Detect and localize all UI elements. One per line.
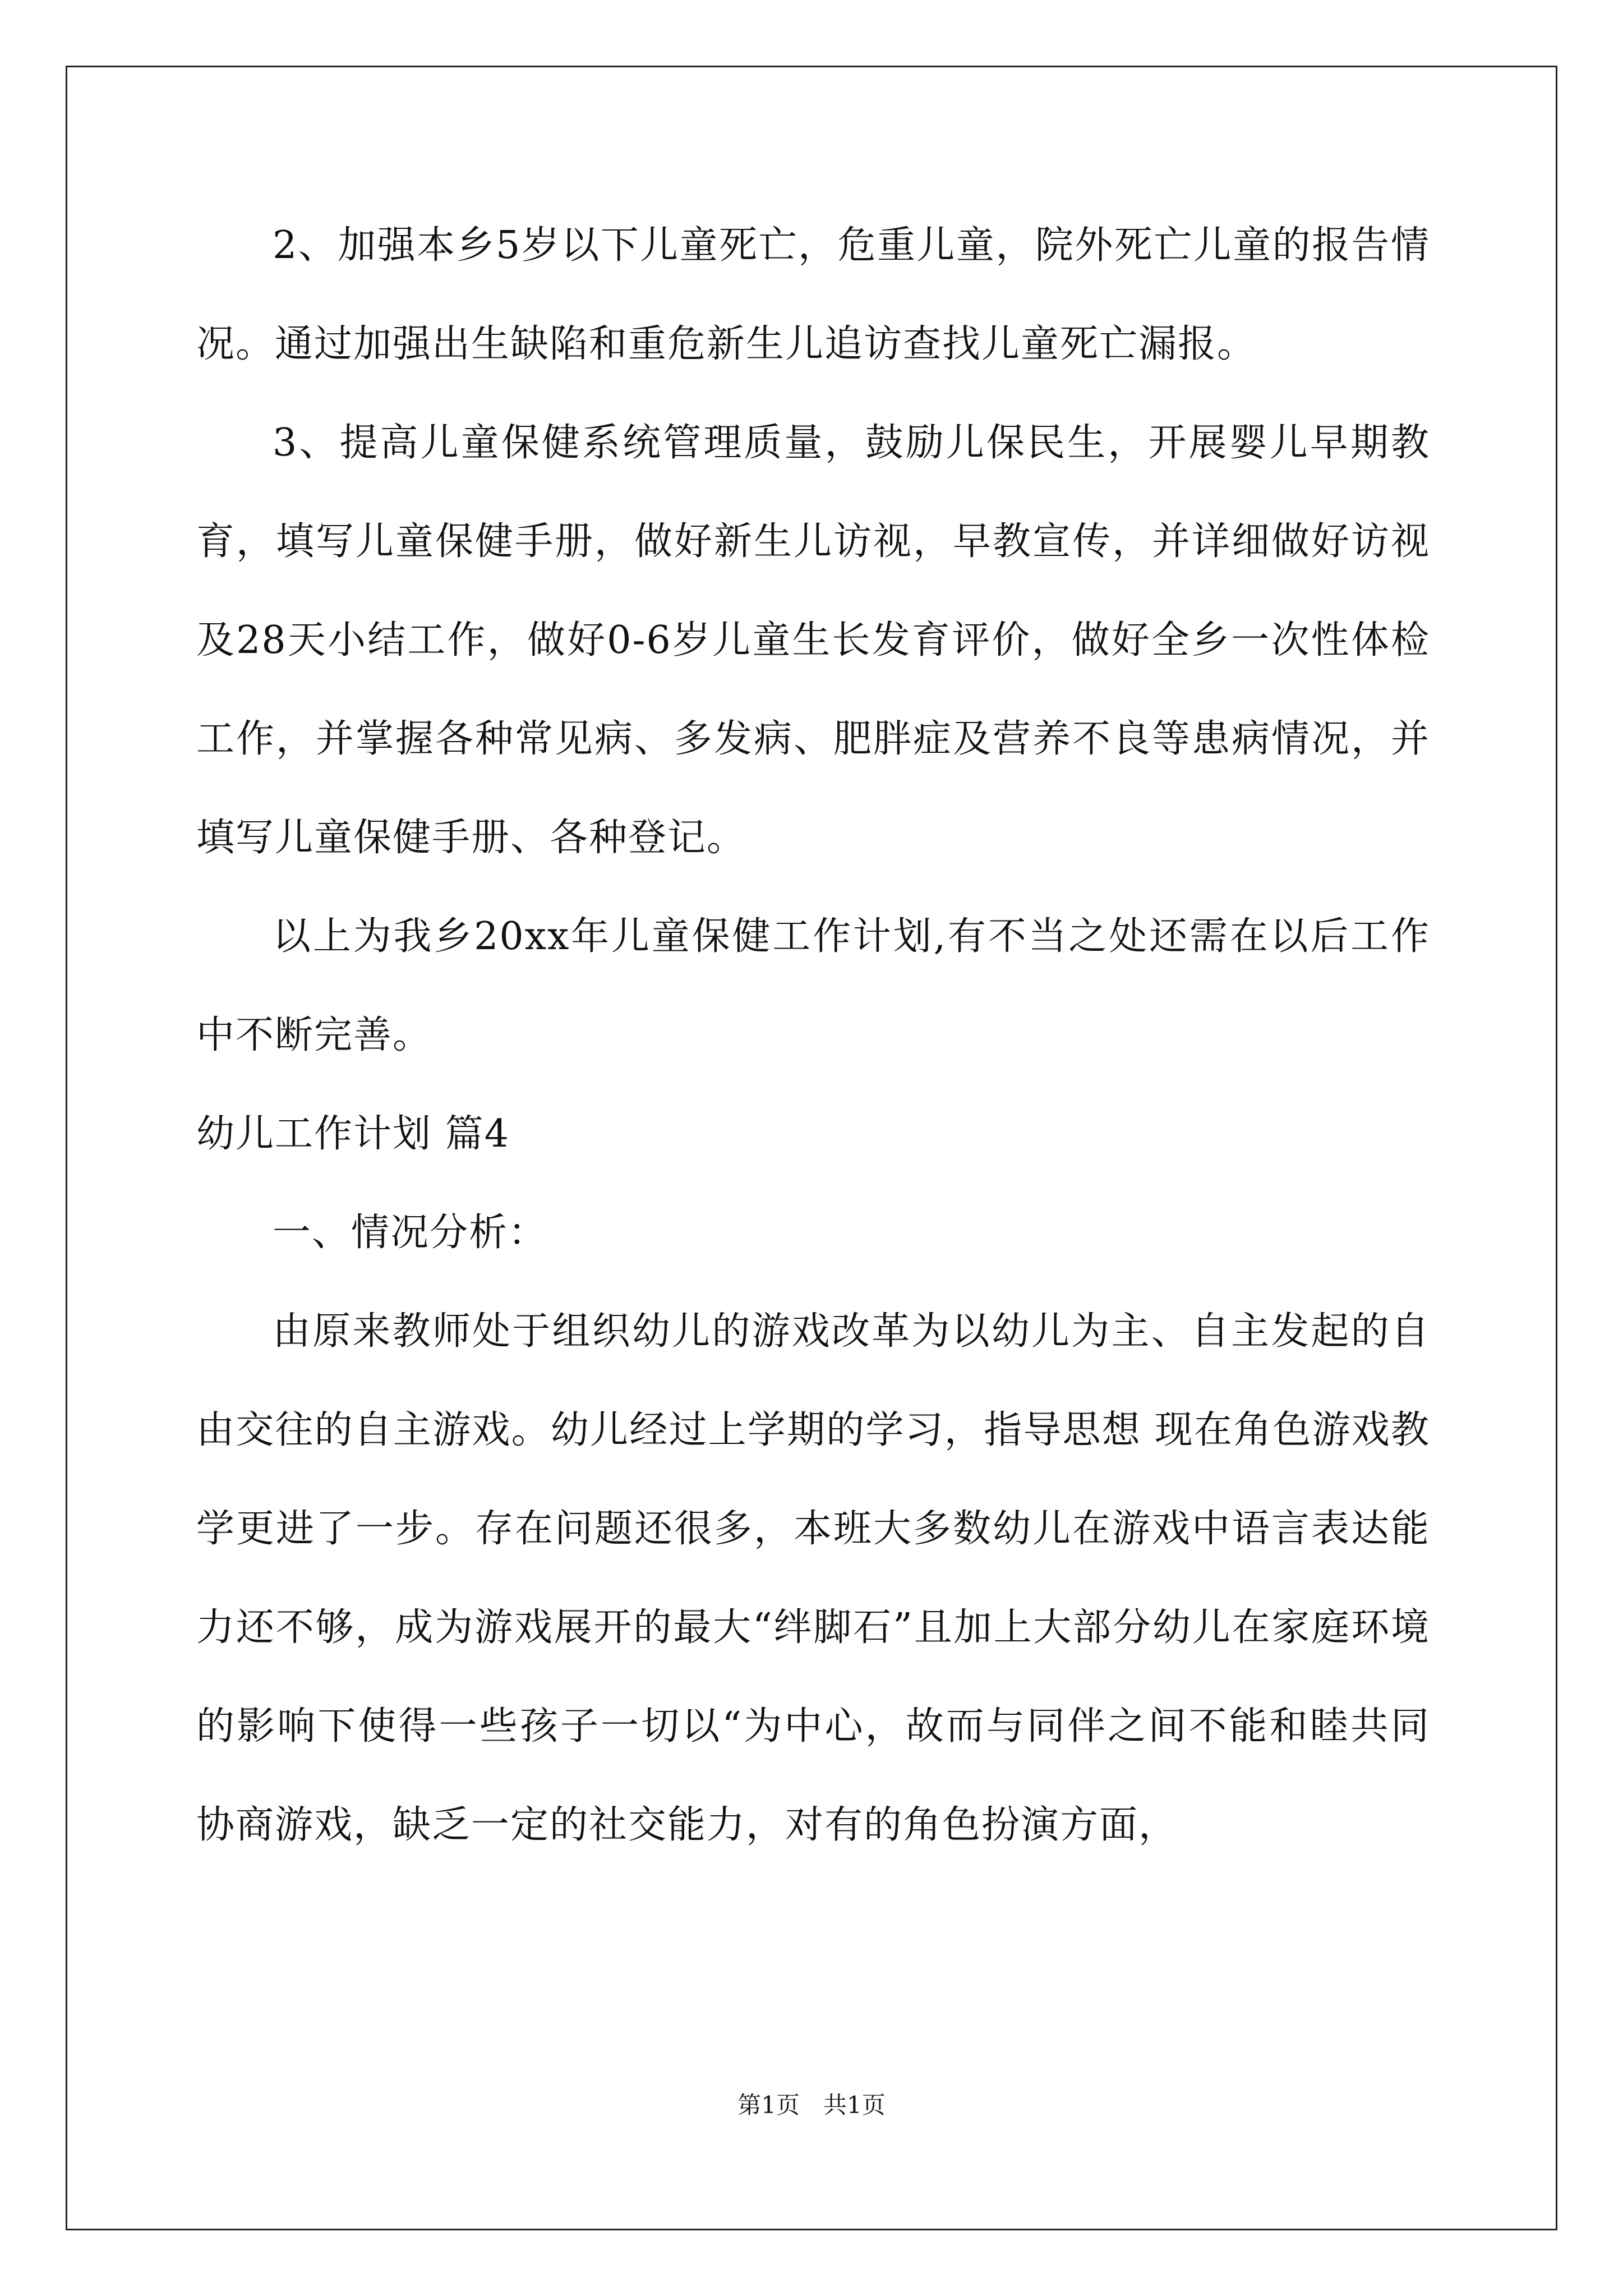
paragraph-item-3: 3、提高儿童保健系统管理质量，鼓励儿保民生，开展婴儿早期教育，填写儿童保健手册，做好新生儿访视，早教宣传，并详细做好访视及28天小结工作，做好0-6岁儿童生长发育评价，做好全乡一次性体检工作，并掌握各种常见病、多发病、肥胖症及营养不良等患病情况，并填写儿童保健手册、各种登记。: [196, 421, 1430, 860]
paragraph-item-2: 2、加强本乡5岁以下儿童死亡，危重儿童，院外死亡儿童的报告情况。通过加强出生缺陷和重危新生儿追访查找儿童死亡漏报。: [196, 223, 1430, 366]
paragraph-analysis: 由原来教师处于组织幼儿的游戏改革为以幼儿为主、自主发起的自由交往的自主游戏。幼儿经过上学期的学习，指导思想 现在角色游戏教学更进了一步。存在问题还很多，本班大多数幼儿在游戏中语言表达能力还不够，成为游戏展开的最大“绊脚石”且加上大部分幼儿在家庭环境的影响下使得一些孩子一切以“为中心，故而与同伴之间不能和睦共同协商游戏，缺乏一定的社交能力，对有的角色扮演方面，: [196, 1309, 1430, 1847]
document-body: [196, 196, 1430, 1875]
subsection-heading: 一、情况分析：: [273, 1211, 548, 1255]
paragraph-summary: 以上为我乡20xx年儿童保健工作计划,有不当之处还需在以后工作中不断完善。: [196, 914, 1430, 1057]
section-heading: 幼儿工作计划 篇4: [196, 1112, 510, 1156]
page-footer: 第1页 共1页: [737, 2091, 886, 2119]
